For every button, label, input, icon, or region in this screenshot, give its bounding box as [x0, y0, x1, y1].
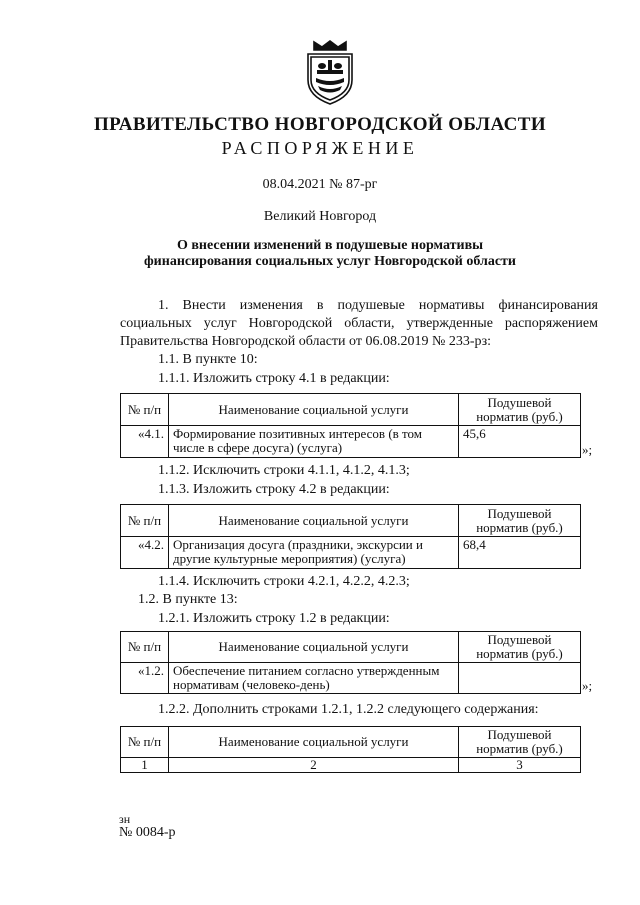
header-name: Наименование социальной услуги	[169, 632, 459, 663]
paragraph-1-2-2: 1.2.2. Дополнить строками 1.2.1, 1.2.2 следующего содержания:	[158, 702, 539, 717]
footer-code: зн	[119, 812, 131, 826]
header-name: Наименование социальной услуги	[169, 505, 459, 537]
document-city: Великий Новгород	[263, 209, 377, 224]
header-norm: Подушевой норматив (руб.)	[459, 505, 581, 537]
column-number-1: 1	[121, 758, 169, 773]
header-num: № п/п	[121, 632, 169, 663]
paragraph-1-1-3: 1.1.3. Изложить строку 4.2 в редакции:	[158, 482, 390, 497]
paragraph-1-2-1: 1.2.1. Изложить строку 1.2 в редакции:	[158, 611, 390, 626]
document-type: РАСПОРЯЖЕНИЕ	[221, 138, 419, 158]
header-num: № п/п	[121, 727, 169, 758]
row-num: «1.2.	[121, 663, 169, 694]
paragraph-1-1: 1.1. В пункте 10:	[158, 352, 258, 367]
paragraph-1-1-1: 1.1.1. Изложить строку 4.1 в редакции:	[158, 371, 390, 386]
header-name: Наименование социальной услуги	[169, 394, 459, 426]
column-number-3: 3	[459, 758, 581, 773]
paragraph-1: 1. Внести изменения в подушевые нормативы финансирования социальных услуг Новгородской области, утвержденные распоряжением Правительства Новгородской области от 06.08.2019 № 233-рз:	[120, 298, 598, 349]
table-row-1-2	[120, 631, 581, 694]
closing-quote: »;	[582, 442, 593, 457]
footer-number: № 0084-р	[119, 825, 176, 840]
closing-quote: »;	[582, 678, 593, 693]
header-num: № п/п	[121, 505, 169, 537]
header-name: Наименование социальной услуги	[169, 727, 459, 758]
document-date-number: 08.04.2021 № 87-рг	[262, 177, 378, 192]
header-norm: Подушевой норматив (руб.)	[459, 632, 581, 663]
column-number-2: 2	[169, 758, 459, 773]
header-norm: Подушевой норматив (руб.)	[459, 394, 581, 426]
header-norm: Подушевой норматив (руб.)	[459, 727, 581, 758]
row-name: Обеспечение питанием согласно утвержденным нормативам (человеко-день)	[169, 663, 459, 694]
row-value: 45,6	[459, 426, 581, 458]
row-value	[459, 663, 581, 694]
table-row-4-2	[120, 504, 581, 569]
row-value: 68,4	[459, 537, 581, 569]
government-title: ПРАВИТЕЛЬСТВО НОВГОРОДСКОЙ ОБЛАСТИ	[94, 114, 546, 135]
coat-of-arms-icon	[300, 40, 360, 106]
row-num: «4.2.	[121, 537, 169, 569]
row-num: «4.1.	[121, 426, 169, 458]
row-name: Организация досуга (праздники, экскурсии и другие культурные мероприятия) (услуга)	[169, 537, 459, 569]
document-subject: О внесении изменений в подушевые нормативы финансирования социальных услуг Новгородской области	[144, 238, 516, 269]
paragraph-1-1-4: 1.1.4. Исключить строки 4.2.1, 4.2.2, 4.2.3;	[158, 574, 410, 589]
paragraph-1-2: 1.2. В пункте 13:	[138, 592, 238, 607]
paragraph-1-1-2: 1.1.2. Исключить строки 4.1.1, 4.1.2, 4.1.3;	[158, 463, 410, 478]
row-name: Формирование позитивных интересов (в том числе в сфере досуга) (услуга)	[169, 426, 459, 458]
table-new-rows	[120, 726, 581, 773]
header-num: № п/п	[121, 394, 169, 426]
table-row-4-1	[120, 393, 581, 458]
